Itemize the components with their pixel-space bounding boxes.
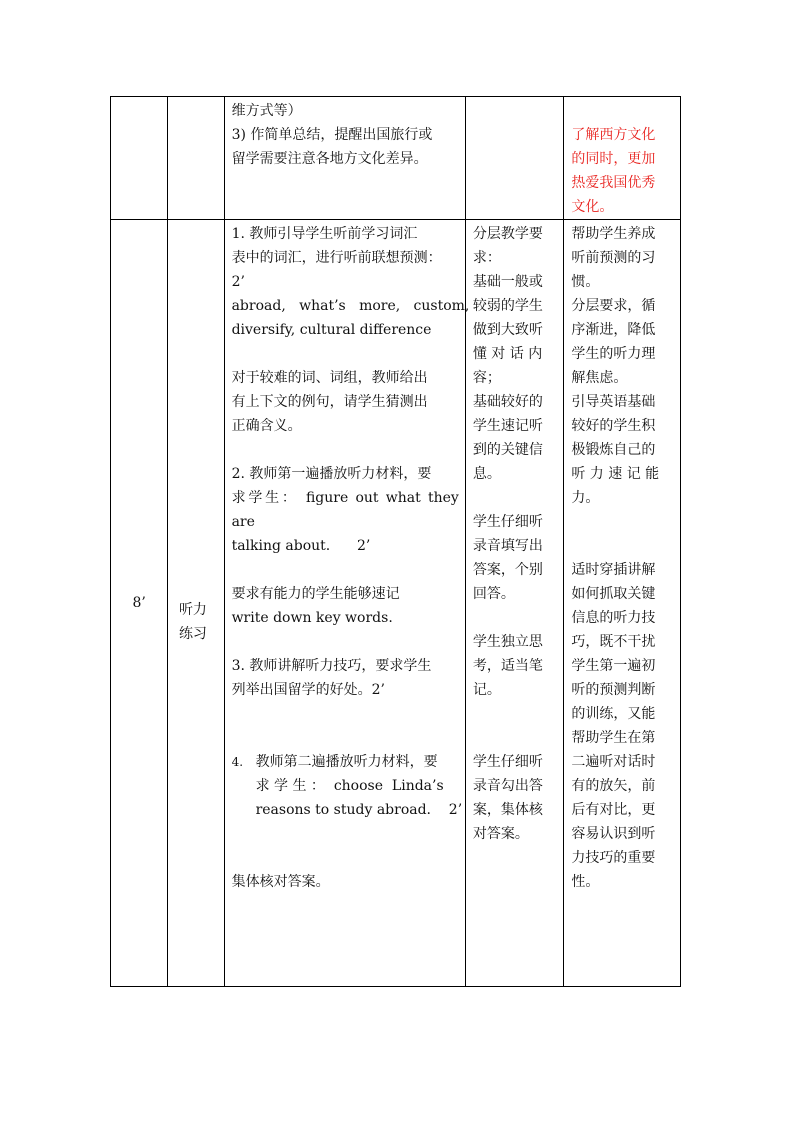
activity-line: 回答。: [472, 586, 515, 602]
activity-cell: [465, 97, 564, 220]
time-cell: [111, 220, 168, 987]
text-line: diversify, cultural difference: [231, 322, 432, 338]
section-title-line: 听力: [178, 602, 207, 618]
text-line: 对于较难的词、词组，教师给出: [231, 370, 428, 386]
text-line: 留学需要注意各地方文化差异。: [231, 151, 428, 167]
purpose-line: 解焦虑。: [571, 370, 628, 386]
text-line: write down key words.: [231, 610, 393, 626]
activity-line: 对答案。: [472, 826, 529, 842]
activity-line: 基础较好的: [472, 394, 543, 410]
purpose-line: 分层要求，循: [571, 298, 656, 314]
table-row: [111, 220, 681, 987]
text-line: 维方式等）: [231, 103, 302, 119]
purpose-line: 热爱我国优秀: [571, 175, 656, 191]
purpose-line: 巧，既不干扰: [571, 634, 656, 650]
purpose-line: 帮助学生养成: [571, 226, 656, 242]
purpose-line: 力。: [571, 490, 600, 506]
purpose-line: 如何抓取关键: [571, 586, 656, 602]
text-line: reasons to study abroad. 2’: [255, 802, 463, 818]
purpose-line: 听前预测的习: [571, 250, 656, 266]
text-line: 要求有能力的学生能够速记: [231, 586, 400, 602]
text-line: 3. 教师讲解听力技巧，要求学生: [231, 658, 432, 674]
section-title-line: 练习: [178, 626, 207, 642]
activity-line: 到的关键信: [472, 442, 543, 458]
time-value: 8’: [132, 595, 146, 611]
activity-cell: [465, 220, 564, 987]
purpose-line: 性。: [571, 874, 600, 890]
text-line: abroad, what’s more, custom,: [231, 298, 470, 314]
purpose-line: 学生第一遍初: [571, 658, 656, 674]
list-text: 教师第二遍播放听力材料，要: [255, 754, 438, 770]
text-line: 列举出国留学的好处。2’: [231, 682, 385, 698]
list-number: 4.: [231, 755, 244, 769]
purpose-line: 了解西方文化: [571, 127, 656, 143]
activity-line: 录音勾出答: [472, 778, 543, 794]
purpose-line: 的训练，又能: [571, 706, 656, 722]
purpose-line: 听的预测判断: [571, 682, 656, 698]
lesson-plan-table: [110, 96, 681, 987]
activity-line: 较弱的学生: [472, 298, 543, 314]
text-line: 正确含义。: [231, 418, 302, 434]
purpose-line: 惯。: [571, 274, 600, 290]
purpose-line: 听 力 速 记 能: [571, 466, 660, 482]
text-line: 求学生： figure out what they are: [231, 490, 459, 530]
text-line: 表中的词汇，进行听前联想预测：: [231, 250, 442, 266]
purpose-line: 帮助学生在第: [571, 730, 656, 746]
purpose-line: 的同时，更加: [571, 151, 656, 167]
purpose-line: 有的放矢，前: [571, 778, 656, 794]
activity-line: 容；: [472, 370, 501, 386]
activity-line: 答案，个别: [472, 562, 543, 578]
activity-line: 息。: [472, 466, 501, 482]
text-line: 集体核对答案。: [231, 874, 330, 890]
activity-line: 学生仔细听: [472, 754, 543, 770]
purpose-line: 文化。: [571, 199, 614, 215]
text-line: [232, 750, 459, 774]
purpose-line: 引导英语基础: [571, 394, 656, 410]
activity-line: 录音填写出: [472, 538, 543, 554]
purpose-line: 力技巧的重要: [571, 850, 656, 866]
purpose-line: 后有对比，更: [571, 802, 656, 818]
section-cell: [168, 97, 224, 220]
time-cell: [111, 97, 168, 220]
table-row: [111, 97, 681, 220]
activity-line: 记。: [472, 682, 501, 698]
activity-line: 学生速记听: [472, 418, 543, 434]
text-line: 2’: [231, 274, 245, 290]
text-line: talking about. 2’: [231, 538, 371, 554]
text-line: 1. 教师引导学生听前学习词汇: [231, 226, 418, 242]
purpose-line: 容易认识到听: [571, 826, 656, 842]
activity-line: 分层教学要: [472, 226, 543, 242]
section-cell: [168, 220, 224, 987]
purpose-line: 信息的听力技: [571, 610, 656, 626]
purpose-line: 序渐进，降低: [571, 322, 656, 338]
purpose-line: 极锻炼自己的: [571, 442, 656, 458]
activity-line: 考，适当笔: [472, 658, 543, 674]
purpose-line: 学生的听力理: [571, 346, 656, 362]
activity-line: 基础一般或: [472, 274, 543, 290]
activity-line: 案，集体核: [472, 802, 543, 818]
text-line: 3) 作简单总结，提醒出国旅行或: [231, 127, 433, 143]
activity-line: 懂 对 话 内: [472, 346, 543, 362]
text-line: 有上下文的例句，请学生猜测出: [231, 394, 428, 410]
activity-line: 求：: [472, 250, 501, 266]
text-line: 求 学 生 ： choose Linda’s: [255, 778, 444, 794]
content-cell: [224, 220, 470, 987]
purpose-line: 适时穿插讲解: [571, 562, 656, 578]
purpose-line: 二遍听对话时: [571, 754, 656, 770]
content-cell: [224, 97, 465, 220]
purpose-cell: [564, 220, 681, 987]
activity-line: 学生仔细听: [472, 514, 543, 530]
purpose-line: 较好的学生积: [571, 418, 656, 434]
activity-line: 学生独立思: [472, 634, 543, 650]
purpose-cell: [564, 97, 681, 220]
activity-line: 做到大致听: [472, 322, 543, 338]
text-line: 2. 教师第一遍播放听力材料，要: [231, 466, 432, 482]
